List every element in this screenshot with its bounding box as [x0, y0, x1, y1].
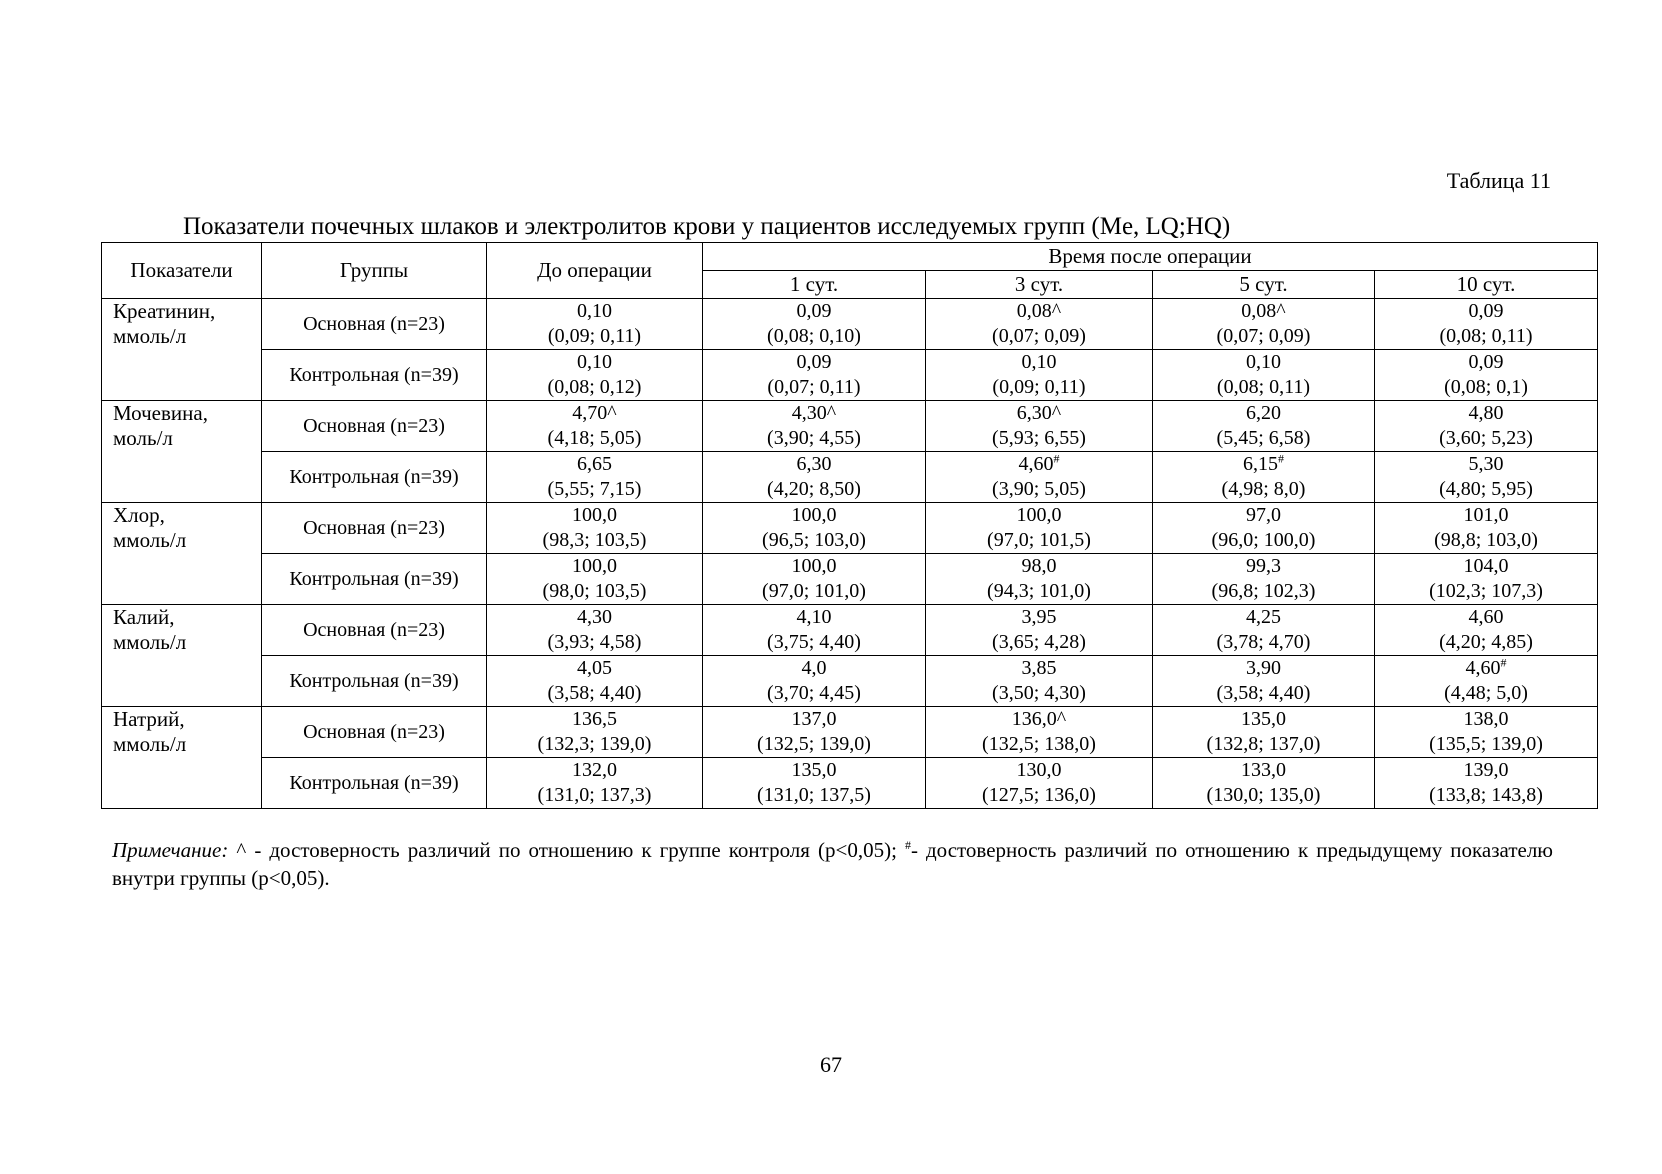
quartile-range: (96,5; 103,0) [762, 529, 866, 551]
indicator-line: ммоль/л [113, 630, 187, 654]
value-cell [487, 452, 703, 503]
median-value: 6,65 [577, 453, 612, 475]
median-line [703, 452, 925, 477]
value-cell [1375, 707, 1598, 758]
indicator-cell [102, 605, 262, 707]
quartile-range: (3,70; 4,45) [767, 682, 861, 704]
value-cell [703, 656, 926, 707]
value-cell [1153, 656, 1375, 707]
value-cell [926, 656, 1153, 707]
median-line [926, 452, 1152, 477]
indicator-line: ммоль/л [113, 732, 187, 756]
value-cell [1153, 452, 1375, 503]
data-table [101, 242, 1598, 809]
value-cell [926, 758, 1153, 809]
quartile-range: (135,5; 139,0) [1429, 733, 1543, 755]
group-cell: Контрольная (n=39) [262, 554, 487, 605]
median-value: 136,5 [572, 708, 617, 730]
quartile-range: (97,0; 101,0) [762, 580, 866, 602]
quartile-range: (94,3; 101,0) [987, 580, 1091, 602]
median-value: 4,0 [801, 657, 827, 679]
quartile-range: (4,80; 5,95) [1439, 478, 1533, 500]
median-value: 4,80 [1468, 402, 1504, 424]
quartile-range: (132,5; 139,0) [757, 733, 871, 755]
median-line [926, 758, 1152, 783]
median-value: 97,0 [1246, 504, 1281, 526]
median-line [1153, 605, 1374, 630]
value-cell [703, 401, 926, 452]
quartile-range: (4,18; 5,05) [547, 427, 642, 449]
median-value: 4,10 [796, 606, 832, 628]
quartile-range: (3,93; 4,58) [547, 631, 642, 653]
table-row [102, 452, 1598, 503]
quartile-range: (0,08; 0,1) [1444, 376, 1528, 398]
median-line [926, 605, 1152, 630]
value-cell [1375, 299, 1598, 350]
median-value: 4,30 [577, 606, 612, 628]
quartile-range: (0,07; 0,11) [767, 376, 861, 398]
value-cell [703, 350, 926, 401]
median-value: 3,90 [1246, 657, 1281, 679]
quartile-range: (3,75; 4,40) [767, 631, 861, 653]
median-value: 139,0 [1463, 759, 1509, 781]
median-line [703, 299, 925, 324]
table-row [102, 554, 1598, 605]
quartile-range: (3,65; 4,28) [992, 631, 1086, 653]
median-line [1375, 554, 1597, 579]
significance-mark: # [1053, 451, 1060, 466]
group-cell: Основная (n=23) [262, 503, 487, 554]
quartile-range: (3,78; 4,70) [1216, 631, 1311, 653]
quartile-range: (5,45; 6,58) [1216, 427, 1311, 449]
value-cell [1153, 350, 1375, 401]
median-value: 3,95 [1021, 606, 1057, 628]
value-cell [1153, 401, 1375, 452]
value-cell [487, 554, 703, 605]
table-row [102, 758, 1598, 809]
median-value: 4,30^ [791, 402, 837, 424]
indicator-cell [102, 503, 262, 605]
quartile-range: (0,08; 0,11) [1216, 376, 1311, 398]
significance-mark: # [1500, 655, 1507, 670]
quartile-range: (0,07; 0,09) [1216, 325, 1311, 347]
median-line [1375, 707, 1597, 732]
quartile-range: (3,90; 5,05) [992, 478, 1086, 500]
median-line [487, 656, 702, 681]
quartile-range: (132,5; 138,0) [982, 733, 1096, 755]
table-row [102, 656, 1598, 707]
median-value: 0,10 [1246, 351, 1281, 373]
median-value: 0,10 [577, 351, 612, 373]
value-cell [926, 350, 1153, 401]
value-cell [703, 605, 926, 656]
value-cell [1153, 299, 1375, 350]
group-cell: Основная (n=23) [262, 707, 487, 758]
table-row [102, 299, 1598, 350]
median-value: 4,60 [1465, 657, 1501, 679]
group-cell: Основная (n=23) [262, 605, 487, 656]
median-line [487, 401, 702, 426]
page-number: 67 [820, 1052, 842, 1077]
quartile-range: (0,09; 0,11) [547, 325, 642, 347]
median-value: 132,0 [572, 759, 617, 781]
value-cell [487, 503, 703, 554]
median-value: 4,70^ [572, 402, 617, 424]
header-indicator: Показатели [102, 243, 262, 299]
median-value: 3,85 [1021, 657, 1057, 679]
value-cell [1375, 656, 1598, 707]
median-line [703, 554, 925, 579]
value-cell [926, 401, 1153, 452]
median-value: 104,0 [1463, 555, 1509, 577]
quartile-range: (133,8; 143,8) [1429, 784, 1543, 806]
median-line [1153, 707, 1374, 732]
indicator-line: Натрий, [113, 707, 185, 731]
quartile-range: (132,8; 137,0) [1206, 733, 1321, 755]
median-value: 135,0 [791, 759, 837, 781]
quartile-range: (127,5; 136,0) [982, 784, 1096, 806]
median-value: 0,09 [796, 351, 832, 373]
indicator-line: ммоль/л [113, 324, 187, 348]
median-value: 4,25 [1246, 606, 1281, 628]
median-value: 130,0 [1016, 759, 1062, 781]
indicator-cell [102, 299, 262, 401]
median-value: 100,0 [572, 504, 617, 526]
median-value: 100,0 [791, 555, 837, 577]
median-value: 138,0 [1463, 708, 1509, 730]
median-line [487, 554, 702, 579]
median-line [487, 452, 702, 477]
median-value: 100,0 [1016, 504, 1062, 526]
median-value: 0,10 [577, 300, 612, 322]
header-day-5: 5 сут. [1153, 271, 1375, 299]
quartile-range: (3,58; 4,40) [1216, 682, 1311, 704]
value-cell [926, 299, 1153, 350]
median-line [703, 758, 925, 783]
median-line [703, 503, 925, 528]
table-row [102, 605, 1598, 656]
median-line [1375, 503, 1597, 528]
quartile-range: (5,55; 7,15) [547, 478, 642, 500]
median-value: 100,0 [572, 555, 617, 577]
indicator-line: Креатинин, [113, 299, 216, 323]
median-line [487, 605, 702, 630]
median-line [1375, 299, 1597, 324]
table-row [102, 401, 1598, 452]
indicator-cell [102, 401, 262, 503]
median-value: 0,09 [1468, 351, 1504, 373]
median-line [487, 707, 702, 732]
median-line [703, 350, 925, 375]
value-cell [1375, 758, 1598, 809]
table-row [102, 350, 1598, 401]
table-number: Таблица 11 [1446, 168, 1551, 193]
header-day-1: 1 сут. [703, 271, 926, 299]
median-value: 4,60 [1018, 453, 1054, 475]
value-cell [703, 758, 926, 809]
quartile-range: (130,0; 135,0) [1206, 784, 1321, 806]
value-cell [926, 707, 1153, 758]
header-day-10: 10 сут. [1375, 271, 1598, 299]
median-value: 0,10 [1021, 351, 1057, 373]
quartile-range: (96,0; 100,0) [1211, 529, 1316, 551]
value-cell [1153, 758, 1375, 809]
quartile-range: (4,20; 8,50) [767, 478, 861, 500]
value-cell [703, 707, 926, 758]
value-cell [487, 299, 703, 350]
indicator-line: моль/л [113, 426, 173, 450]
value-cell [1375, 350, 1598, 401]
median-line [703, 707, 925, 732]
table-title: Показатели почечных шлаков и электролитов крови у пациентов исследуемых групп (Me, LQ;HQ) [183, 213, 1231, 240]
value-cell [926, 503, 1153, 554]
median-line [1153, 350, 1374, 375]
median-value: 6,30 [796, 453, 832, 475]
quartile-range: (3,90; 4,55) [767, 427, 861, 449]
quartile-range: (96,8; 102,3) [1211, 580, 1316, 602]
quartile-range: (98,0; 103,5) [542, 580, 647, 602]
value-cell [487, 707, 703, 758]
group-cell: Основная (n=23) [262, 401, 487, 452]
median-value: 136,0^ [1011, 708, 1067, 730]
indicator-line: Калий, [113, 605, 175, 629]
quartile-range: (3,50; 4,30) [992, 682, 1086, 704]
median-value: 4,05 [577, 657, 612, 679]
value-cell [487, 605, 703, 656]
table-row [102, 503, 1598, 554]
note-mark: # [904, 838, 911, 852]
group-cell: Основная (n=23) [262, 299, 487, 350]
median-value: 133,0 [1241, 759, 1286, 781]
median-value: 100,0 [791, 504, 837, 526]
value-cell [487, 401, 703, 452]
median-value: 4,60 [1468, 606, 1504, 628]
quartile-range: (4,48; 5,0) [1444, 682, 1528, 704]
median-value: 0,08^ [1016, 300, 1062, 322]
group-cell: Контрольная (n=39) [262, 758, 487, 809]
median-line [926, 656, 1152, 681]
value-cell [1153, 605, 1375, 656]
median-line [1375, 605, 1597, 630]
significance-mark: # [1278, 451, 1284, 466]
header-time-after-surgery: Время после операции [703, 243, 1598, 271]
median-line [926, 554, 1152, 579]
quartile-range: (131,0; 137,5) [757, 784, 871, 806]
value-cell [487, 758, 703, 809]
group-cell: Контрольная (n=39) [262, 656, 487, 707]
value-cell [1153, 503, 1375, 554]
median-line [1375, 656, 1597, 681]
quartile-range: (98,3; 103,5) [542, 529, 647, 551]
value-cell [1153, 707, 1375, 758]
quartile-range: (102,3; 107,3) [1429, 580, 1543, 602]
median-line [1153, 503, 1374, 528]
value-cell [926, 554, 1153, 605]
median-line [926, 401, 1152, 426]
quartile-range: (131,0; 137,3) [537, 784, 652, 806]
indicator-cell [102, 707, 262, 809]
median-value: 101,0 [1463, 504, 1509, 526]
median-line [487, 299, 702, 324]
median-line [1375, 350, 1597, 375]
value-cell [703, 452, 926, 503]
quartile-range: (4,20; 4,85) [1439, 631, 1533, 653]
median-line [1375, 758, 1597, 783]
median-value: 6,15 [1243, 453, 1278, 475]
value-cell [926, 452, 1153, 503]
median-value: 0,08^ [1241, 300, 1286, 322]
quartile-range: (0,08; 0,11) [1439, 325, 1533, 347]
note-text-2: - достоверность различий по отношению к предыдущему показателю внутри группы (p<0,05). [112, 838, 1553, 890]
quartile-range: (0,07; 0,09) [992, 325, 1086, 347]
median-line [487, 503, 702, 528]
value-cell [1375, 605, 1598, 656]
value-cell [703, 503, 926, 554]
median-line [487, 350, 702, 375]
median-value: 0,09 [1468, 300, 1504, 322]
quartile-range: (132,3; 139,0) [537, 733, 652, 755]
group-cell: Контрольная (n=39) [262, 452, 487, 503]
value-cell [1153, 554, 1375, 605]
median-value: 98,0 [1021, 555, 1057, 577]
median-line [487, 758, 702, 783]
header-before-surgery: До операции [487, 243, 703, 299]
median-line [926, 299, 1152, 324]
value-cell [487, 656, 703, 707]
median-line [1153, 554, 1374, 579]
median-line [1153, 299, 1374, 324]
value-cell [1375, 452, 1598, 503]
quartile-range: (0,08; 0,12) [547, 376, 642, 398]
median-value: 99,3 [1246, 555, 1281, 577]
value-cell [487, 350, 703, 401]
indicator-line: Хлор, [113, 503, 165, 527]
table-row [102, 707, 1598, 758]
quartile-range: (3,60; 5,23) [1439, 427, 1533, 449]
note-label: Примечание: [112, 838, 229, 862]
header-day-3: 3 сут. [926, 271, 1153, 299]
footnote [112, 836, 1553, 892]
quartile-range: (97,0; 101,5) [987, 529, 1091, 551]
median-line [926, 350, 1152, 375]
indicator-line: Мочевина, [113, 401, 208, 425]
median-line [703, 605, 925, 630]
median-line [1153, 452, 1374, 477]
quartile-range: (0,09; 0,11) [992, 376, 1086, 398]
median-line [703, 401, 925, 426]
median-value: 6,30^ [1016, 402, 1062, 424]
quartile-range: (0,08; 0,10) [767, 325, 861, 347]
median-value: 5,30 [1468, 453, 1504, 475]
median-line [1153, 401, 1374, 426]
group-cell: Контрольная (n=39) [262, 350, 487, 401]
value-cell [926, 605, 1153, 656]
median-line [1153, 656, 1374, 681]
median-value: 137,0 [791, 708, 837, 730]
value-cell [1375, 401, 1598, 452]
value-cell [703, 554, 926, 605]
median-line [926, 503, 1152, 528]
median-line [703, 656, 925, 681]
header-group: Группы [262, 243, 487, 299]
median-value: 135,0 [1241, 708, 1286, 730]
quartile-range: (98,8; 103,0) [1434, 529, 1538, 551]
value-cell [703, 299, 926, 350]
median-line [1375, 452, 1597, 477]
quartile-range: (5,93; 6,55) [992, 427, 1086, 449]
value-cell [1375, 503, 1598, 554]
median-line [926, 707, 1152, 732]
median-value: 0,09 [796, 300, 832, 322]
table-body [102, 299, 1598, 809]
value-cell [1375, 554, 1598, 605]
median-line [1375, 401, 1597, 426]
indicator-line: ммоль/л [113, 528, 187, 552]
note-text-1: ^ - достоверность различий по отношению к группе контроля (p<0,05); [228, 838, 905, 862]
median-value: 6,20 [1246, 402, 1281, 424]
quartile-range: (3,58; 4,40) [547, 682, 642, 704]
quartile-range: (4,98; 8,0) [1221, 478, 1306, 500]
median-line [1153, 758, 1374, 783]
